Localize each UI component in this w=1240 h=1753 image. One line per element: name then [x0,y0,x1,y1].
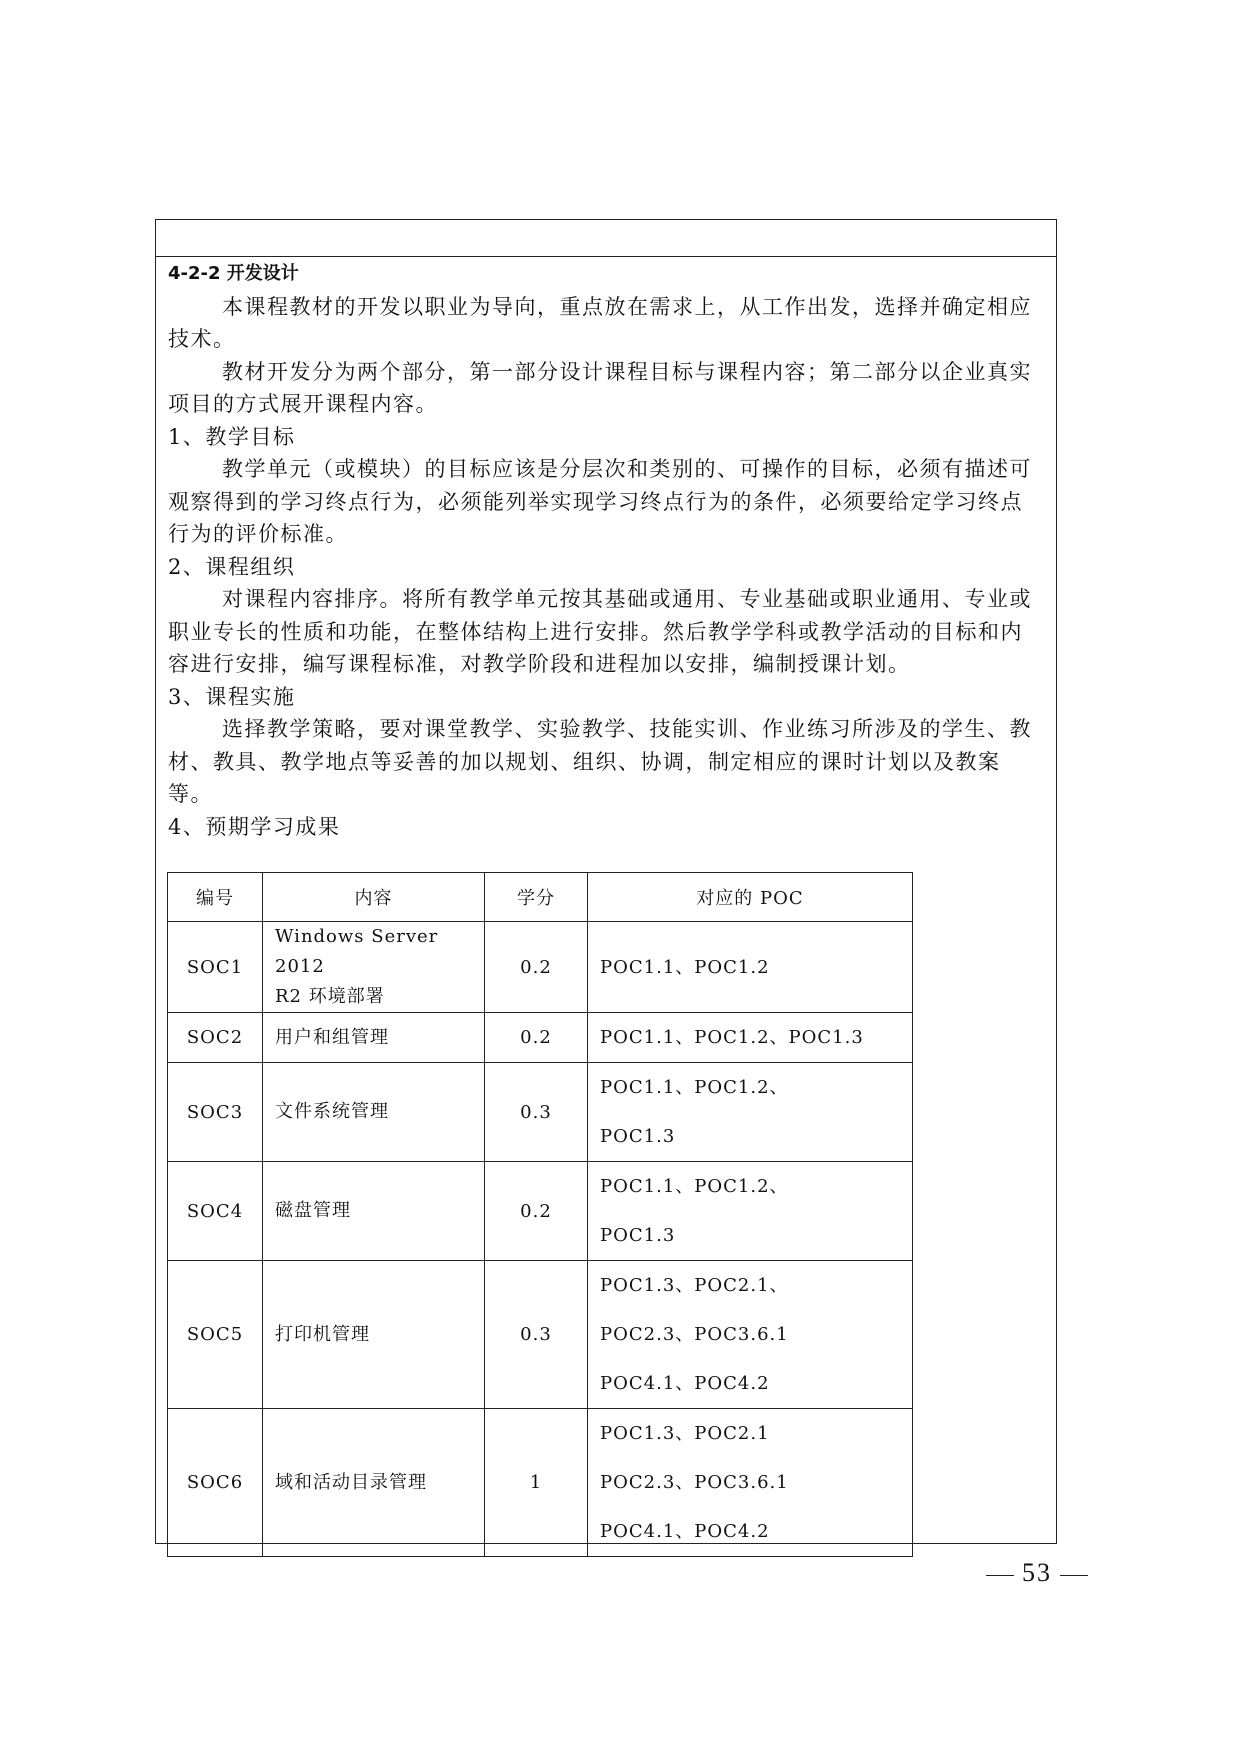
table-header-row [168,873,913,922]
paragraph: 本课程教材的开发以职业为导向，重点放在需求上，从工作出发，选择并确定相应技术。 [168,294,1032,351]
table-row [168,1063,913,1162]
outcome-content: 磁盘管理 [263,1162,485,1261]
subsection-title: 2、课程组织 [168,554,296,579]
table-row [168,1409,913,1557]
frame-divider [156,256,1056,257]
page-number-dash [986,1575,1014,1576]
poc-line: POC1.3、POC2.1、 [600,1275,789,1296]
outcome-poc [588,922,913,1013]
outcome-poc [588,1063,913,1162]
outcome-id: SOC3 [168,1063,263,1162]
outcome-content: 用户和组管理 [263,1013,485,1063]
outcome-credit: 0.3 [485,1063,588,1162]
outcome-credit: 0.2 [485,922,588,1013]
content-line: R2 环境部署 [275,986,385,1007]
poc-line: POC1.3、POC2.1 [600,1423,770,1444]
poc-line: POC4.1、POC4.2 [600,1373,770,1394]
outcome-id: SOC4 [168,1162,263,1261]
table-row [168,1013,913,1063]
page-number-dash [1060,1575,1088,1576]
paragraph: 对课程内容排序。将所有教学单元按其基础或通用、专业基础或职业通用、专业或职业专长的性质和功能，在整体结构上进行安排。然后教学学科或教学活动的目标和内容进行安排，编写课程标准，对教学阶段和进程加以安排，编制授课计划。 [168,587,1032,676]
column-header: 对应的 POC [588,873,913,922]
poc-line: POC1.3 [600,1225,676,1246]
poc-line: POC1.1、POC1.2、 [600,1176,789,1197]
column-header: 学分 [485,873,588,922]
outcome-poc [588,1013,913,1063]
table-row [168,1162,913,1261]
subsection-title: 4、预期学习成果 [168,814,341,839]
table-row [168,1261,913,1409]
outcome-credit: 0.2 [485,1013,588,1063]
learning-outcomes-table [167,872,913,1557]
outcome-credit: 1 [485,1409,588,1557]
outcome-content: 域和活动目录管理 [263,1409,485,1557]
poc-line: POC2.3、POC3.6.1 [600,1324,789,1345]
outcome-id: SOC6 [168,1409,263,1557]
subsection-title: 3、课程实施 [168,684,296,709]
content-line: Windows Server 2012 [275,926,439,977]
poc-line: POC4.1、POC4.2 [600,1521,770,1542]
poc-line: POC1.1、POC1.2 [600,956,770,978]
outcome-id: SOC2 [168,1013,263,1063]
paragraph: 选择教学策略，要对课堂教学、实验教学、技能实训、作业练习所涉及的学生、教材、教具、教学地点等妥善的加以规划、组织、协调，制定相应的课时计划以及教案等。 [168,717,1032,806]
outcome-id: SOC5 [168,1261,263,1409]
outcome-credit: 0.2 [485,1162,588,1261]
poc-line: POC2.3、POC3.6.1 [600,1472,789,1493]
outcome-content [263,922,485,1013]
content-frame [155,219,1057,1544]
outcome-id: SOC1 [168,922,263,1013]
page-number [978,1558,1096,1588]
outcome-poc [588,1261,913,1409]
paragraph: 教学单元（或模块）的目标应该是分层次和类别的、可操作的目标，必须有描述可观察得到的学习终点行为，必须能列举实现学习终点行为的条件，必须要给定学习终点行为的评价标准。 [168,457,1032,546]
section-body [168,258,1044,843]
outcome-content: 打印机管理 [263,1261,485,1409]
column-header: 编号 [168,873,263,922]
outcome-content: 文件系统管理 [263,1063,485,1162]
section-heading: 4-2-2 开发设计 [168,263,299,284]
poc-line: POC1.1、POC1.2、POC1.3 [600,1027,864,1048]
page-number-value: 53 [1022,1558,1052,1587]
column-header: 内容 [263,873,485,922]
poc-line: POC1.3 [600,1126,676,1147]
outcome-poc [588,1409,913,1557]
subsection-title: 1、教学目标 [168,424,296,449]
poc-line: POC1.1、POC1.2、 [600,1077,789,1098]
outcome-credit: 0.3 [485,1261,588,1409]
outcome-poc [588,1162,913,1261]
paragraph: 教材开发分为两个部分，第一部分设计课程目标与课程内容；第二部分以企业真实项目的方式展开课程内容。 [168,359,1032,416]
table-row [168,922,913,1013]
